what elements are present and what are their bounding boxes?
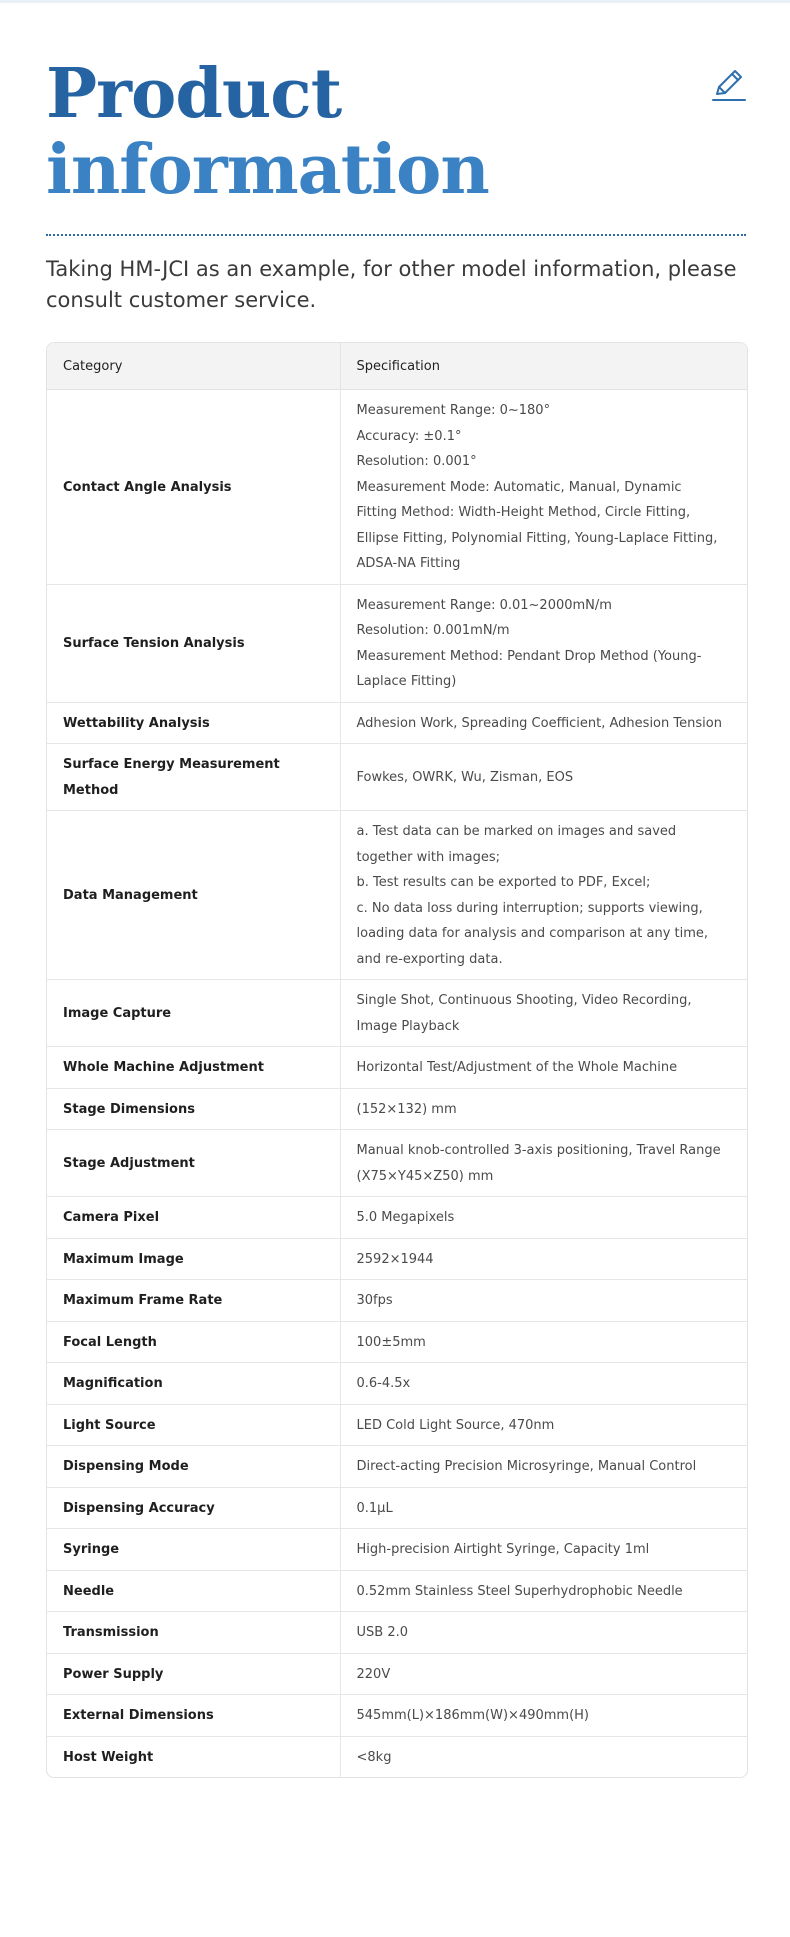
row-specification bbox=[340, 1695, 747, 1737]
row-specification bbox=[340, 1363, 747, 1405]
table-row bbox=[47, 811, 747, 980]
row-category: Surface Energy Measurement Method bbox=[47, 744, 340, 811]
row-category: Data Management bbox=[47, 811, 340, 980]
table-row bbox=[47, 744, 747, 811]
intro-text: Taking HM-JCI as an example, for other model information, please consult customer service. bbox=[46, 257, 737, 312]
table-row bbox=[47, 390, 747, 585]
row-specification bbox=[340, 1280, 747, 1322]
table-row bbox=[47, 1047, 747, 1089]
row-category: Power Supply bbox=[47, 1653, 340, 1695]
row-specification bbox=[340, 1612, 747, 1654]
row-category: Dispensing Mode bbox=[47, 1446, 340, 1488]
spec-line: b. Test results can be exported to PDF, Excel; bbox=[356, 875, 651, 890]
table-row bbox=[47, 1197, 747, 1239]
table-row bbox=[47, 1446, 747, 1488]
row-specification bbox=[340, 1653, 747, 1695]
spec-line: Manual knob-controlled 3-axis positioning, Travel Range (X75×Y45×Z50) mm bbox=[356, 1143, 721, 1184]
row-specification bbox=[340, 811, 747, 980]
table-row bbox=[47, 1280, 747, 1322]
spec-line: Measurement Mode: Automatic, Manual, Dynamic bbox=[356, 479, 682, 495]
spec-line: Measurement Range: 0.01~2000mN/m bbox=[356, 597, 612, 613]
spec-line: Measurement Range: 0~180° bbox=[356, 403, 551, 418]
table-row bbox=[47, 1612, 747, 1654]
spec-line: 0.6-4.5x bbox=[356, 1376, 411, 1391]
page-header bbox=[46, 56, 746, 208]
row-category: Needle bbox=[47, 1570, 340, 1612]
table-row bbox=[47, 1736, 747, 1777]
spec-line: 0.52mm Stainless Steel Superhydrophobic Needle bbox=[356, 1583, 683, 1599]
table-row bbox=[47, 1570, 747, 1612]
spec-line: Adhesion Work, Spreading Coefficient, Adhesion Tension bbox=[356, 715, 722, 731]
spec-line: <8kg bbox=[356, 1749, 392, 1765]
row-specification bbox=[340, 1088, 747, 1130]
row-category: Contact Angle Analysis bbox=[63, 479, 232, 495]
pencil-edit-icon[interactable] bbox=[711, 66, 747, 104]
spec-line: (152×132) mm bbox=[356, 1101, 457, 1117]
row-category: Surface Tension Analysis bbox=[47, 584, 340, 702]
spec-line: Fowkes, OWRK, Wu, Zisman, EOS bbox=[356, 769, 574, 785]
spec-line: 5.0 Megapixels bbox=[356, 1210, 455, 1225]
spec-table bbox=[47, 343, 747, 1777]
row-category: Host Weight bbox=[47, 1736, 340, 1777]
row-category: Whole Machine Adjustment bbox=[47, 1047, 340, 1089]
spec-line: 100±5mm bbox=[356, 1334, 426, 1350]
row-specification bbox=[340, 1487, 747, 1529]
spec-line: 220V bbox=[356, 1666, 391, 1682]
table-row bbox=[47, 1088, 747, 1130]
header-category: Category bbox=[47, 343, 340, 390]
spec-line: 30fps bbox=[356, 1293, 393, 1308]
top-border bbox=[0, 0, 790, 3]
row-specification bbox=[340, 980, 747, 1047]
row-category: Focal Length bbox=[47, 1321, 340, 1363]
row-specification bbox=[340, 390, 747, 585]
page-title-line1: Product bbox=[46, 54, 342, 134]
spec-line: Measurement Method: Pendant Drop Method (Young-Laplace Fitting) bbox=[356, 648, 702, 689]
spec-line: Direct-acting Precision Microsyringe, Manual Control bbox=[356, 1459, 697, 1474]
row-specification bbox=[340, 1197, 747, 1239]
table-row bbox=[47, 1487, 747, 1529]
row-specification bbox=[340, 1321, 747, 1363]
spec-line: Resolution: 0.001° bbox=[356, 454, 477, 469]
header-specification: Specification bbox=[340, 343, 747, 390]
row-category: Wettability Analysis bbox=[47, 702, 340, 744]
row-specification bbox=[340, 1404, 747, 1446]
table-row bbox=[47, 1529, 747, 1571]
spec-line: Horizontal Test/Adjustment of the Whole Machine bbox=[356, 1060, 678, 1075]
row-specification bbox=[340, 1047, 747, 1089]
page-title-line2: information bbox=[46, 130, 489, 210]
table-row bbox=[47, 1653, 747, 1695]
spec-line: Fitting Method: Width-Height Method, Circle Fitting, Ellipse Fitting, Polynomial Fitting, Young-Laplace Fitting, ADSA-NA Fitting bbox=[356, 505, 718, 571]
row-category: Magnification bbox=[47, 1363, 340, 1405]
page-title bbox=[46, 56, 746, 208]
row-category: External Dimensions bbox=[47, 1695, 340, 1737]
row-specification bbox=[340, 1529, 747, 1571]
table-row bbox=[47, 702, 747, 744]
title-divider bbox=[46, 234, 746, 236]
row-specification bbox=[340, 584, 747, 702]
table-row bbox=[47, 980, 747, 1047]
spec-table-container bbox=[46, 342, 748, 1778]
spec-line: 0.1μL bbox=[356, 1500, 393, 1516]
spec-line: High-precision Airtight Syringe, Capacity 1ml bbox=[356, 1542, 650, 1557]
spec-line: Resolution: 0.001mN/m bbox=[356, 623, 510, 638]
row-specification bbox=[340, 1570, 747, 1612]
table-row bbox=[47, 1404, 747, 1446]
spec-line: USB 2.0 bbox=[356, 1625, 408, 1640]
spec-line: 545mm(L)×186mm(W)×490mm(H) bbox=[356, 1708, 590, 1723]
table-row bbox=[47, 1238, 747, 1280]
row-category: Stage Dimensions bbox=[47, 1088, 340, 1130]
spec-line: Single Shot, Continuous Shooting, Video Recording, Image Playback bbox=[356, 993, 692, 1034]
table-row bbox=[47, 1363, 747, 1405]
row-category: Transmission bbox=[47, 1612, 340, 1654]
table-row bbox=[47, 1695, 747, 1737]
row-specification bbox=[340, 1238, 747, 1280]
table-row bbox=[47, 1130, 747, 1197]
row-specification bbox=[340, 702, 747, 744]
table-row bbox=[47, 584, 747, 702]
row-category: Maximum Image bbox=[47, 1238, 340, 1280]
row-category: Dispensing Accuracy bbox=[47, 1487, 340, 1529]
row-category: Stage Adjustment bbox=[47, 1130, 340, 1197]
row-category: Image Capture bbox=[47, 980, 340, 1047]
row-category: Camera Pixel bbox=[47, 1197, 340, 1239]
row-specification bbox=[340, 1130, 747, 1197]
table-header-row bbox=[47, 343, 747, 390]
row-category: Light Source bbox=[47, 1404, 340, 1446]
row-category: Maximum Frame Rate bbox=[47, 1280, 340, 1322]
row-specification bbox=[340, 1736, 747, 1777]
table-row bbox=[47, 1321, 747, 1363]
spec-line: Accuracy: ±0.1° bbox=[356, 428, 462, 444]
spec-line: LED Cold Light Source, 470nm bbox=[356, 1417, 555, 1433]
spec-line: a. Test data can be marked on images and saved together with images; bbox=[356, 824, 677, 865]
spec-line: c. No data loss during interruption; supports viewing, loading data for analysis and comparison at any time, and re-exporting data. bbox=[356, 900, 709, 967]
row-specification bbox=[340, 1446, 747, 1488]
row-category: Syringe bbox=[47, 1529, 340, 1571]
row-specification bbox=[340, 744, 747, 811]
spec-line: 2592×1944 bbox=[356, 1251, 434, 1267]
